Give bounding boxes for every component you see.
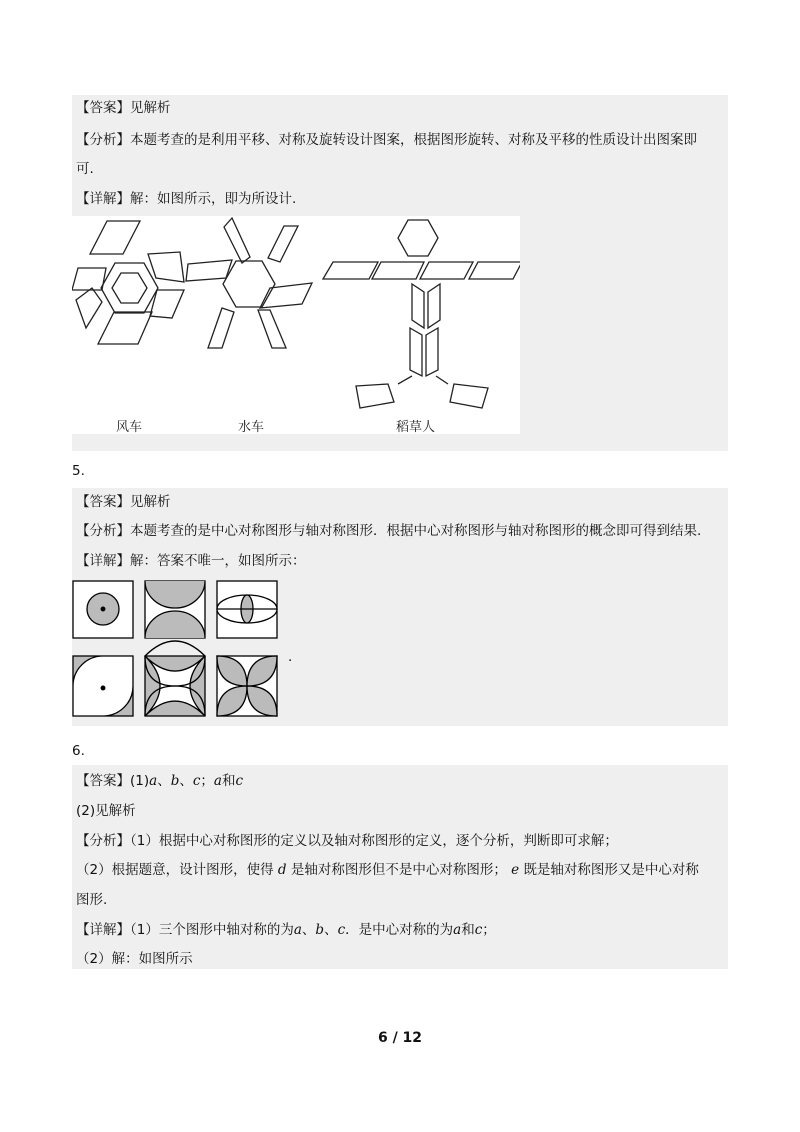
q6-detail-line2: （2）解：如图所示 xyxy=(76,951,193,967)
q6-detail-1b: ．是中心对称的为 xyxy=(345,922,454,938)
page-number: 6 / 12 xyxy=(377,1030,423,1046)
windmill-figure xyxy=(72,221,184,344)
q6-analysis-line1: 【分析】（1）根据中心对称图形的定义以及轴对称图形的定义，逐个分析，判断即可求解； xyxy=(76,833,618,849)
semicolon: ； xyxy=(482,922,496,938)
caption-windmill: 风车 xyxy=(116,420,143,435)
var-b: b xyxy=(170,773,180,789)
sep: 、 xyxy=(157,773,171,789)
var-c: c xyxy=(192,773,201,789)
var-a: a xyxy=(213,773,222,789)
caption-scarecrow: 稻草人 xyxy=(396,420,436,435)
scarecrow-figure xyxy=(323,220,520,408)
q5-trailing-dot: . xyxy=(288,649,293,665)
var-c: c xyxy=(337,922,346,938)
q6-analysis-2b: 是轴对称图形但不是中心对称图形； xyxy=(290,862,507,878)
q4-analysis-line1: 【分析】本题考查的是利用平移、对称及旋转设计图案，根据图形旋转、对称及平移的性质设计出图案即 xyxy=(76,132,697,148)
semicolon: ； xyxy=(200,773,214,789)
windmill-waterwheel-scarecrow-figure xyxy=(72,216,520,434)
q5-symmetric-figures xyxy=(72,580,292,720)
var-c: c xyxy=(235,773,244,789)
sep: 、 xyxy=(324,922,338,938)
q6-analysis-2a: （2）根据题意，设计图形，使得 xyxy=(76,862,274,878)
q5-answer: 【答案】见解析 xyxy=(76,494,171,510)
q6-analysis-line2 xyxy=(76,861,699,879)
caption-waterwheel: 水车 xyxy=(238,420,265,435)
var-c: c xyxy=(474,922,483,938)
q4-answer: 【答案】见解析 xyxy=(76,100,171,116)
q6-analysis-line3: 图形. xyxy=(76,892,108,908)
sep: 、 xyxy=(301,922,316,938)
q6-number: 6. xyxy=(72,743,85,759)
q6-analysis-2c: 既是轴对称图形又是中心对称 xyxy=(523,862,699,878)
waterwheel-figure xyxy=(186,218,312,348)
q6-detail-1a: 【详解】（1）三个图形中轴对称的为 xyxy=(76,922,294,938)
q5-number: 5. xyxy=(72,463,85,479)
var-a: a xyxy=(453,922,462,938)
sep: 、 xyxy=(179,773,193,789)
q6-answer-line xyxy=(76,772,243,790)
q5-detail: 【详解】解：答案不唯一，如图所示： xyxy=(76,553,306,569)
q4-analysis-line2: 可. xyxy=(76,161,94,177)
q4-figure-panel xyxy=(72,216,520,434)
q6-answer-prefix: 【答案】(1) xyxy=(76,773,150,789)
and-word: 和 xyxy=(461,922,475,938)
var-e: e xyxy=(511,862,520,878)
q5-analysis: 【分析】本题考查的是中心对称图形与轴对称图形．根据中心对称图形与轴对称图形的概念即可得到结果. xyxy=(76,523,702,539)
and-word: 和 xyxy=(221,773,236,789)
var-a: a xyxy=(293,922,302,938)
q6-answer-part2: (2)见解析 xyxy=(76,803,136,819)
q6-detail-line1 xyxy=(76,921,496,939)
q4-detail: 【详解】解：如图所示，即为所设计. xyxy=(76,191,297,207)
var-b: b xyxy=(315,922,325,938)
var-a: a xyxy=(149,773,158,789)
var-d: d xyxy=(277,862,287,878)
